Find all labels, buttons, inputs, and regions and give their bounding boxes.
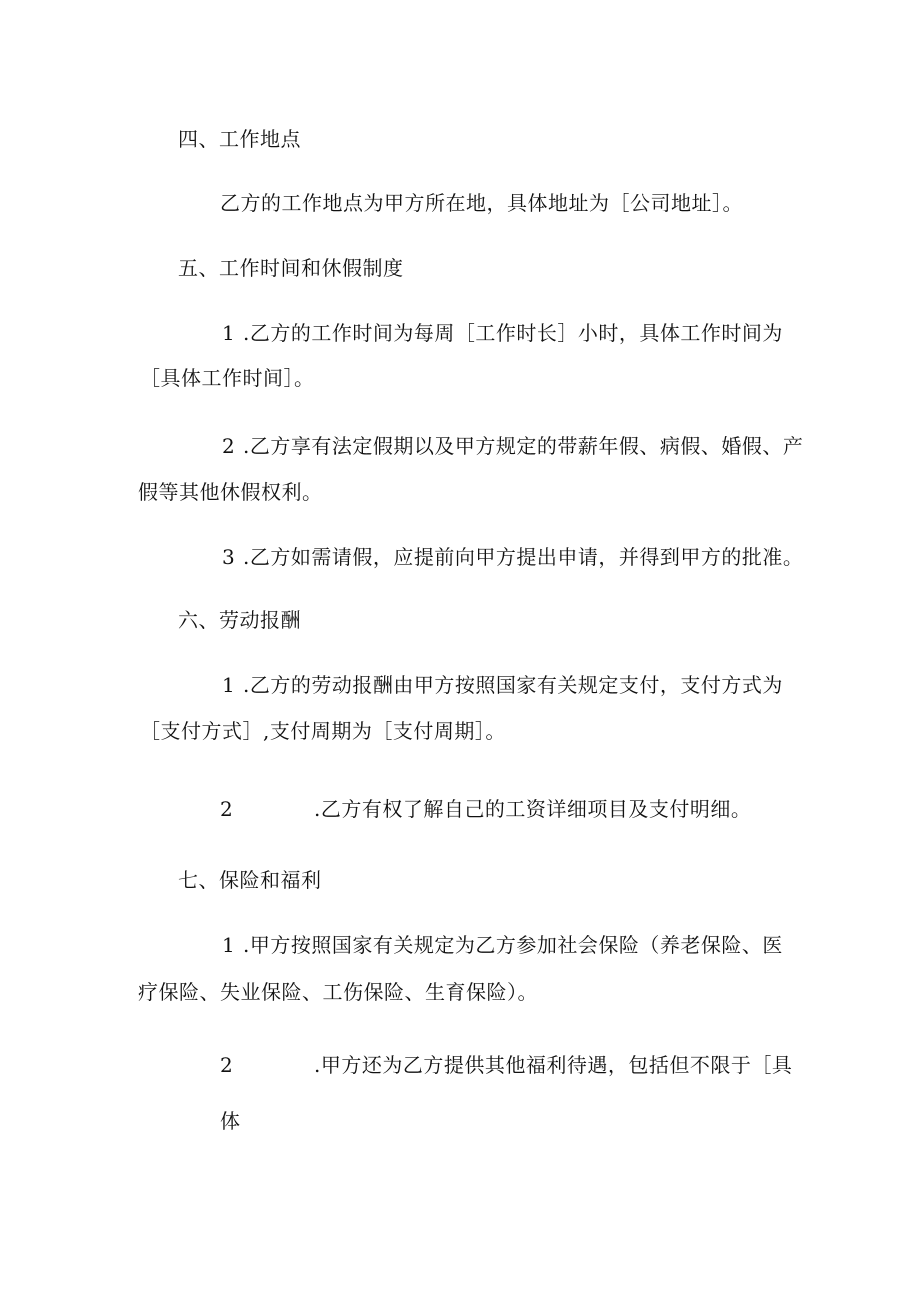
item-number: 2 <box>220 797 233 821</box>
item-text-line: .甲方按照国家有关规定为乙方参加社会保险（养老保险、医 <box>243 933 783 957</box>
section-5-heading: 五、工作时间和休假制度 <box>178 256 404 280</box>
section-6-heading: 六、劳动报酬 <box>178 608 301 632</box>
item-text-line: .乙方的劳动报酬由甲方按照国家有关规定支付，支付方式为 <box>243 673 783 697</box>
item-text-line: ［具体工作时间］。 <box>140 366 315 390</box>
item-text-line: 体 <box>220 1109 241 1133</box>
item-text-line: 假等其他休假权利。 <box>138 480 323 504</box>
item-number: 1 <box>222 673 235 697</box>
item-number: 3 <box>222 545 235 569</box>
item-number: 2 <box>222 434 235 458</box>
item-text-line: .乙方有权了解自己的工资详细项目及支付明细。 <box>314 797 752 821</box>
item-number: 1 <box>222 321 235 345</box>
item-text-line: .乙方如需请假，应提前向甲方提出申请，并得到甲方的批准。 <box>243 545 804 569</box>
item-number: 1 <box>222 933 235 957</box>
item-text-line: ［支付方式］,支付周期为［支付周期］。 <box>140 719 506 743</box>
item-number: 2 <box>220 1053 233 1077</box>
section-4-heading: 四、工作地点 <box>178 127 301 151</box>
section-7-heading: 七、保险和福利 <box>178 868 322 892</box>
item-text-line: .乙方的工作时间为每周［工作时长］小时，具体工作时间为 <box>243 321 783 345</box>
item-text-line: 疗保险、失业保险、工伤保险、生育保险）。 <box>138 980 538 1004</box>
item-text-line: .甲方还为乙方提供其他福利待遇，包括但不限于［具 <box>314 1053 793 1077</box>
section-4-text: 乙方的工作地点为甲方所在地，具体地址为［公司地址］。 <box>220 191 743 215</box>
item-text-line: .乙方享有法定假期以及甲方规定的带薪年假、病假、婚假、产 <box>243 434 804 458</box>
